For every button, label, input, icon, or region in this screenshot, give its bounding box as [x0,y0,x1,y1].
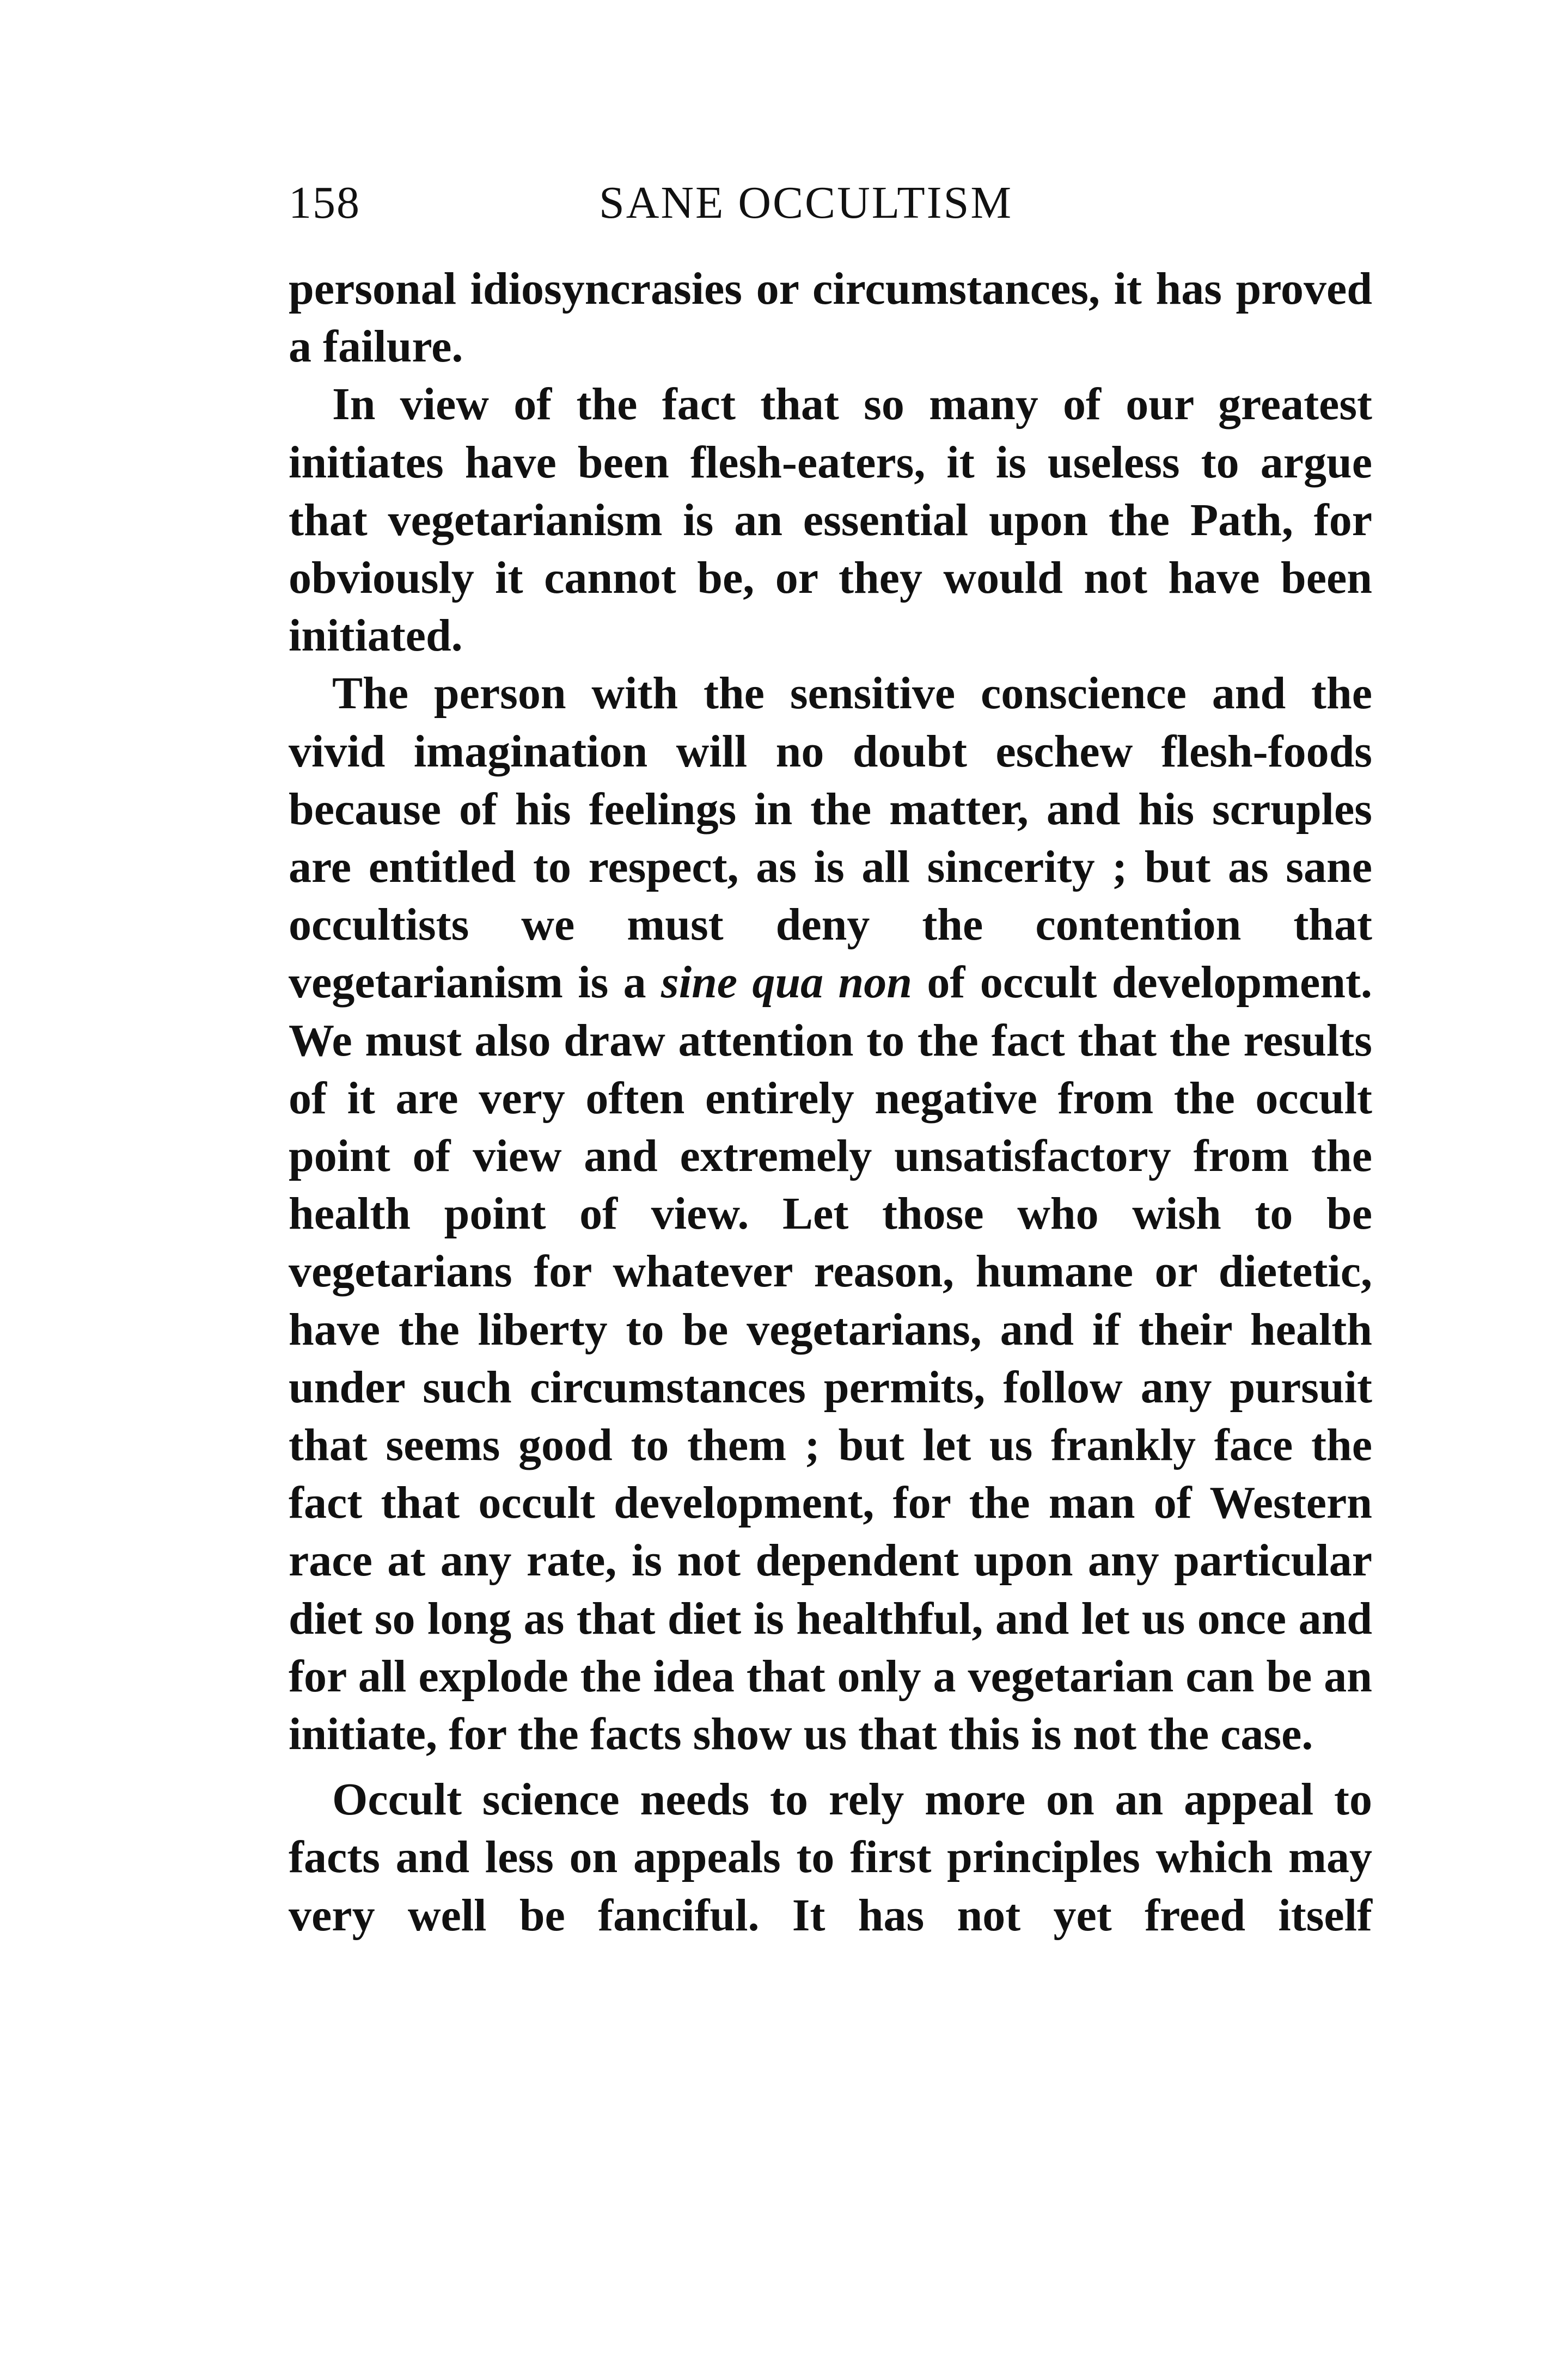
paragraph-occult-science: Occult science needs to rely more on an appeal to facts and less on appeals to first principles which may very well be fanciful. It has not yet freed itself [289,1774,1372,1941]
running-title: SANE OCCULTISM [599,177,1013,228]
running-head [289,173,1378,233]
latin-phrase: sine qua non [661,957,912,1008]
page-number: 158 [289,177,360,228]
paragraph-vegetarianism-text-a: The person with the sensitive conscience and the vivid imagination will no doubt eschew flesh-foods because of his feelings in the matter, and his scruples are entitled to respect, as is all sincerity ; but as sane occultists we must deny the contention that vegetarianism is a [289,668,1372,1008]
paragraph-vegetarianism-text-b: of occult development. We must also draw attention to the fact that the results of it are very often entirely negative from the occult point of view and extremely unsatisfactory from the health point of view. Let those who wish to be vegetarians for whatever reason, humane or dietetic, have the liberty to be vegetarians, and if their health under such circumstances permits, follow any pursuit that seems good to them ; but let us frankly face the fact that occult development, for the man of Western race at any rate, is not dependent upon any particular diet so long as that diet is healthful, and let us once and for all explode the idea that only a vegetarian can be an initiate, for the facts show us that this is not the case. [289,957,1372,1760]
paragraph-continued: personal idiosyncrasies or circumstances, it has proved a failure. [289,263,1372,372]
paragraph-initiates: In view of the fact that so many of our greatest initiates have been flesh-eaters, it is useless to argue that vegetarianism is an essential upon the Path, for obviously it cannot be, or they would not have been initiated. [289,379,1372,661]
paragraph-vegetarianism [289,665,1372,1763]
body-text [289,260,1372,1945]
